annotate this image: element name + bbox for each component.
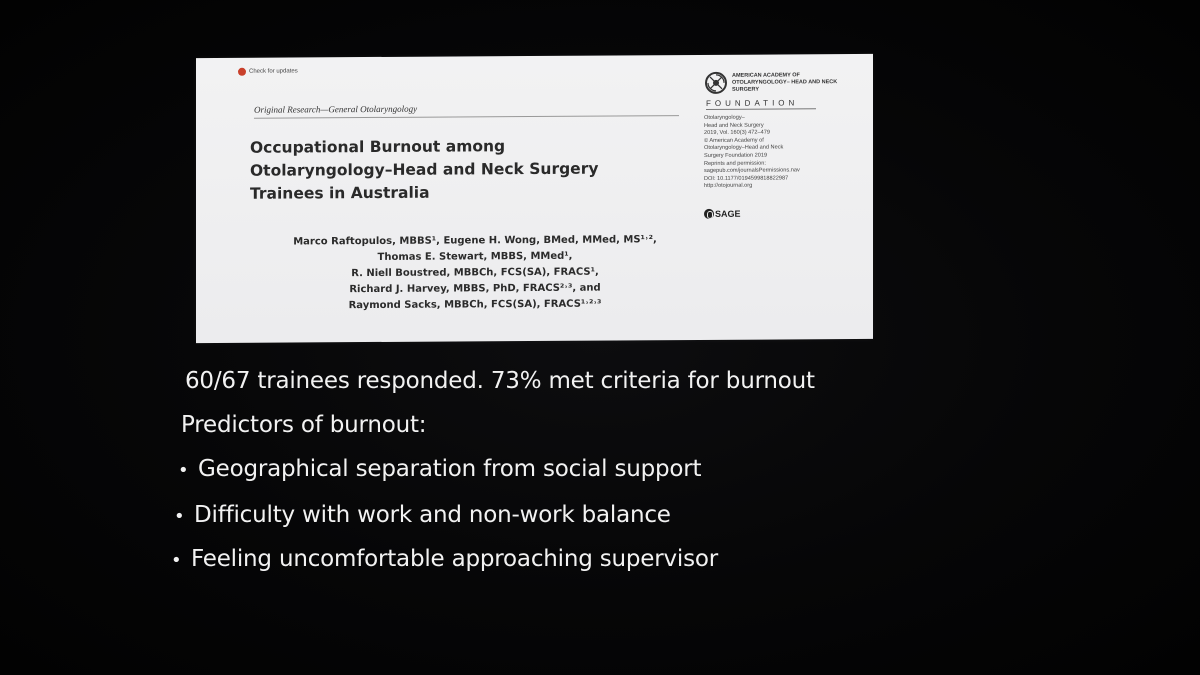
- author-line: Richard J. Harvey, MBBS, PhD, FRACS²˒³, and: [349, 282, 601, 296]
- logo-foundation: FOUNDATION: [706, 98, 799, 108]
- citation-line: sagepub.com/journalsPermissions.nav: [704, 167, 800, 175]
- bullet-icon: •: [171, 550, 182, 571]
- bullet-item: [174, 502, 671, 528]
- author-line: Raymond Sacks, MBBCh, FCS(SA), FRACS¹˒²˒³: [348, 298, 602, 312]
- bullet-item: [171, 546, 718, 572]
- bullet-text: Feeling uncomfortable approaching supervisor: [191, 546, 718, 572]
- citation-line: © American Academy of: [704, 137, 764, 144]
- article-section: Original Research—General Otolaryngology: [254, 103, 418, 115]
- bullet-icon: •: [174, 506, 185, 527]
- bullet-text: Difficulty with work and non-work balance: [194, 502, 671, 528]
- bullet-text: Geographical separation from social support: [198, 456, 702, 482]
- citation-line: Otolaryngology–Head and Neck: [704, 144, 784, 152]
- citation-line: http://otojournal.org: [704, 183, 753, 190]
- publisher-name: SAGE: [715, 208, 741, 219]
- author-line: Marco Raftopulos, MBBS¹, Eugene H. Wong, BMed, MMed, MS¹˒²,: [293, 234, 657, 248]
- citation-line: DOI: 10.1177/0194599818822987: [704, 175, 789, 182]
- citation-line: Otolaryngology–: [704, 114, 745, 121]
- bullet-icon: •: [178, 460, 189, 481]
- author-line: Thomas E. Stewart, MBBS, MMed¹,: [377, 250, 573, 263]
- citation-line: Surgery Foundation 2019: [704, 152, 768, 159]
- author-line: R. Niell Boustred, MBBCh, FCS(SA), FRACS¹,: [351, 266, 599, 280]
- logo-organization: AMERICAN ACADEMY OF OTOLARYNGOLOGY– HEAD AND NECK SURGERY: [732, 72, 838, 93]
- check-updates-label: Check for updates: [249, 68, 298, 75]
- citation-line: Head and Neck Surgery: [704, 122, 764, 129]
- citation-line: Reprints and permission:: [704, 160, 766, 167]
- predictors-heading: Predictors of burnout:: [181, 412, 427, 438]
- response-summary: 60/67 trainees responded. 73% met criteria for burnout: [185, 368, 815, 394]
- article-title: Occupational Burnout among Otolaryngology–Head and Neck Surgery Trainees in Australia: [250, 137, 599, 203]
- citation-line: 2019, Vol. 160(3) 472–479: [704, 129, 770, 137]
- bullet-item: [178, 456, 701, 482]
